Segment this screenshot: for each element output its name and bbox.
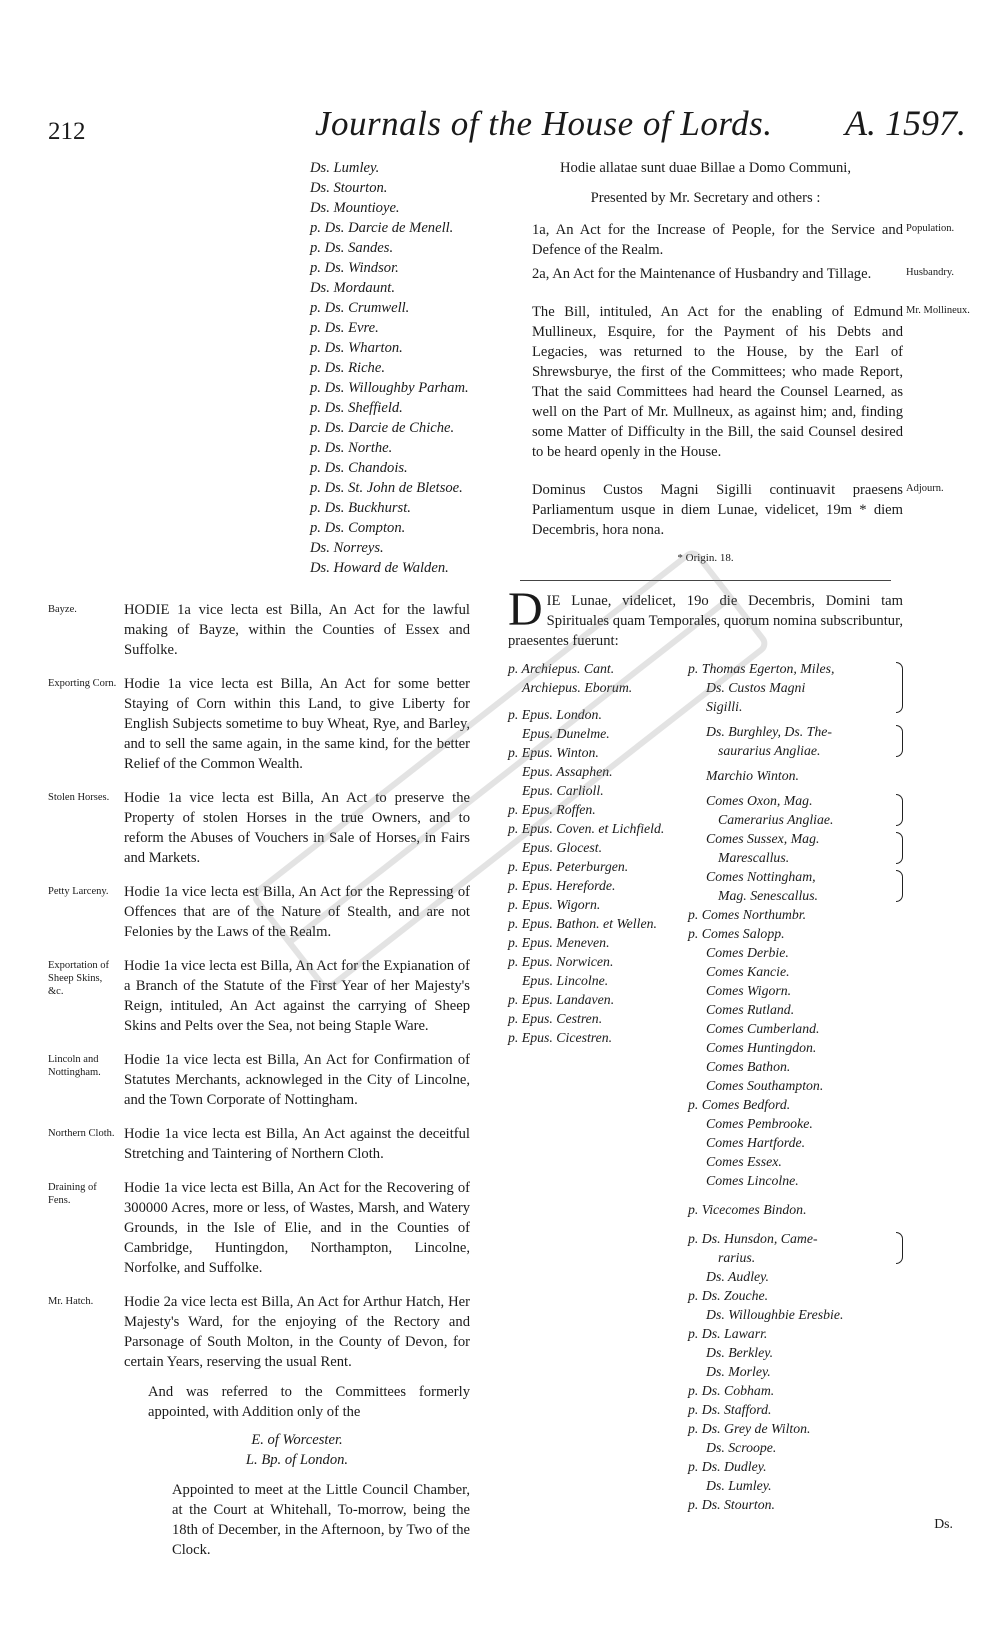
drop-cap: D [508,583,543,636]
lord-name: p. Epus. Winton. [508,745,599,760]
entry-text: Hodie 1a vice lecta est Billa, An Act for Confirmation of Statutes Merchants, acknowleged in the City of Lincolne, and the Town Corporate of Nottingham. [124,1052,470,1108]
lord-name: Epus. Dunelme. [522,726,610,741]
presented-by: Presented by Mr. Secretary and others : [590,190,821,206]
entry-text: Hodie 1a vice lecta est Billa, An Act for the Recovering of 300000 Acres, more or less, of Wastes, Marsh, and Watery Grounds, in the Isle of Elie, and in the Counties of Cambridge, Huntingdon, Northampton, Lincolne, Norfolke, and Suffolke. [124,1180,470,1276]
entry-sheep-skins [48,956,470,1036]
lord-name: Comes Cumberland. [706,1021,820,1036]
lord-name: p. Epus. London. [508,707,602,722]
lord-name: p. Ds. St. John de Bletsoe. [310,480,463,496]
bill-text: 1a, An Act for the Increase of People, for the Service and Defence of the Realm. [532,222,903,258]
lord-name: p. Archiepus. Cant. [508,661,615,676]
lord-name: Comes Derbie. [706,945,789,960]
lord-name: p. Ds. Zouche. [688,1288,769,1303]
lord-name: p. Ds. Lawarr. [688,1326,768,1341]
lord-name: p. Ds. Grey de Wilton. [688,1421,811,1436]
lord-name: Ds. Norreys. [310,540,384,556]
lord-name: p. Comes Bedford. [688,1097,791,1112]
lord-name: Epus. Glocest. [522,840,603,855]
entry-exporting-corn [48,674,470,774]
adjourn-text: Dominus Custos Magni Sigilli continuavit praesens Parliamentum usque in diem Lunae, videlicet, 19m * diem Decembris, hora nona. [532,482,903,538]
lord-name: Ds. Lumley. [706,1478,772,1493]
lord-name: Epus. Assaphen. [522,764,613,779]
lord-name: p. Epus. Roffen. [508,802,596,817]
lord-name: p. Ds. Chandois. [310,460,408,476]
lord-name: p. Epus. Wigorn. [508,897,601,912]
left-column [48,158,470,1560]
lord-name: p. Ds. Buckhurst. [310,500,411,516]
lord-name: p. Ds. Northe. [310,440,393,456]
bill-husbandry [508,264,955,284]
lord-name: Comes Hartforde. [706,1135,806,1150]
margin-note: Husbandry. [906,267,955,278]
entry-text: Hodie 1a vice lecta est Billa, An Act against the deceitful Stretching and Taintering of Northern Cloth. [124,1126,470,1162]
margin-note: Stolen Horses. [48,792,110,803]
lord-group [688,867,893,905]
margin-note: Population. [906,223,955,234]
lord-name: Ds. Howard de Walden. [310,560,449,576]
entry-text: HODIE 1a vice lecta est Billa, An Act for the lawful making of Bayze, within the Counties of Essex and Suffolke. [124,602,470,658]
margin-note: Adjourn. [906,483,944,494]
adjournment [508,480,944,540]
lord-name: Sigilli. [706,699,743,714]
mullineux-bill [508,302,970,462]
margin-note: Bayze. [48,604,77,615]
margin-note: Exporting Corn. [48,678,117,689]
lord-name: p. Ds. Hunsdon, Came- [688,1231,818,1246]
margin-note: Mr. Mollineux. [906,305,970,316]
lord-name: p. Ds. Stafford. [688,1402,772,1417]
lord-name: Ds. Scroope. [706,1440,777,1455]
bill-text: The Bill, intituled, An Act for the enabling of Edmund Mullineux, Esquire, for the Payment of his Debts and Legacies, was returned to the House, by the Earl of Shrewsburye, the first of the Committees; who made Report, That the said Committees had heard the Counsel Learned, as well on the Part of Mr. Mullneux, as against him; and, finding some Matter of Difficulty in the Bill, the said Counsel desired to be heard openly in the House. [532,304,903,460]
lord-name: Ds. Mordaunt. [310,280,395,296]
lord-name: p. Ds. Evre. [310,320,379,336]
entry-mr-hatch [48,1292,470,1372]
lord-name: p. Ds. Dudley. [688,1459,767,1474]
lord-name: Ds. Mountioye. [310,200,400,216]
lords-list-continued [48,158,470,578]
lord-name: p. Ds. Darcie de Menell. [310,220,454,236]
lord-name: p. Vicecomes Bindon. [688,1202,807,1217]
lord-name: Comes Pembrooke. [706,1116,813,1131]
lord-group [688,722,893,760]
lord-name: Camerarius Angliae. [718,812,834,827]
entry-lincoln-nottingham [48,1050,470,1110]
lord-name: p. Epus. Landaven. [508,992,615,1007]
entry-text: Hodie 1a vice lecta est Billa, An Act for some better Staying of Corn within this Land, to give Liberty for English Subjects sometime to buy Wheat, Rye, and Barley, and to sell the same again, in the same kind, for the better Relief of the Common Wealth. [124,676,470,772]
lord-name: Comes Nottingham, [706,869,816,884]
lord-name: Comes Southampton. [706,1078,824,1093]
die-lunae [508,583,903,651]
catchword: Ds. [934,1516,953,1531]
lord-name: p. Epus. Meneven. [508,935,610,950]
lord-name: p. Epus. Cicestren. [508,1030,613,1045]
lord-name: p. Ds. Willoughby Parham. [310,380,469,396]
lord-name: Ds. Berkley. [706,1345,774,1360]
lords-spiritual-list [508,659,688,1533]
lord-name: p. Epus. Cestren. [508,1011,603,1026]
addition-name: E. of Worcester. [251,1432,343,1448]
lord-name: Comes Rutland. [706,1002,795,1017]
margin-note: Draining of Fens. [48,1182,97,1206]
footnote: * Origin. 18. [677,552,734,564]
lord-name: Ds. Audley. [706,1269,769,1284]
entry-text: Hodie 1a vice lecta est Billa, An Act for the Repressing of Offences that are of the Nature of Stealth, and are not Felonies by the Laws of the Realm. [124,884,470,940]
lord-name: Mag. Senescallus. [718,888,819,903]
lord-name: p. Ds. Stourton. [688,1497,776,1512]
margin-note: Exportation of Sheep Skins, &c. [48,960,109,997]
lord-name: Comes Huntingdon. [706,1040,817,1055]
attendance-lists [508,659,953,1533]
lord-name: p. Ds. Sandes. [310,240,394,256]
lord-name: p. Ds. Compton. [310,520,406,536]
hodie-allatae: Hodie allatae sunt duae Billae a Domo Communi, [560,160,851,176]
lord-name: Comes Wigorn. [706,983,792,998]
die-lunae-text: IE Lunae, videlicet, 19o die Decembris, Domini tam Spirituales quam Temporales, quorum nomina subscribuntur, praesentes fuerunt: [508,593,903,649]
page-header [0,0,992,150]
lord-name: Comes Kancie. [706,964,790,979]
running-title: Journals of the House of Lords. [315,104,773,143]
entry-bayze [48,600,470,660]
lord-name: p. Thomas Egerton, Miles, [688,661,835,676]
entry-text: Hodie 1a vice lecta est Billa, An Act for the Expianation of a Branch of the Statute of the First Year of her Majesty's Reign, intituled, An Act against the carrying of Sheep Skins and Pelts over the Sea, not being Staple Ware. [124,958,470,1034]
right-column [508,158,970,1533]
lord-name: Marchio Winton. [706,768,799,783]
entry-text: Hodie 1a vice lecta est Billa, An Act to preserve the Property of stolen Horses in the true Owners, and to reform the Abuses of Vouchers in Sale of Horses, in Fairs and Markets. [124,790,470,866]
lord-name: p. Ds. Windsor. [310,260,399,276]
lord-name: p. Epus. Hereforde. [508,878,616,893]
lord-group [688,659,893,716]
page-number: 212 [48,118,86,145]
lord-name: Marescallus. [718,850,790,865]
entry-text: Hodie 2a vice lecta est Billa, An Act for Arthur Hatch, Her Majesty's Ward, for the enjoying of the Rectory and Parsonage of South Molton, in the County of Devon, for certain Years, reserving the usual Rent. [124,1294,470,1370]
divider [520,580,891,581]
lord-name: Comes Bathon. [706,1059,791,1074]
appointed-text: Appointed to meet at the Little Council Chamber, at the Court at Whitehall, To-morrow, being the 18th of December, in the Afternoon, by Two of the Clock. [172,1482,470,1558]
lord-name: p. Epus. Norwicen. [508,954,614,969]
lord-name: Ds. Burghley, Ds. The- [706,724,832,739]
lord-name: Comes Essex. [706,1154,782,1169]
lord-name: p. Ds. Wharton. [310,340,403,356]
lord-name: saurarius Angliae. [718,743,821,758]
lord-name: Ds. Stourton. [310,180,388,196]
bill-population [508,220,955,260]
lord-group [688,791,893,829]
lord-name: Ds. Morley. [706,1364,771,1379]
lord-name: Ds. Willoughbie Eresbie. [706,1307,844,1322]
lord-name: p. Ds. Sheffield. [310,400,403,416]
entry-draining-fens [48,1178,470,1278]
lord-name: p. Epus. Bathon. et Wellen. [508,916,657,931]
year: A. 1597. [845,103,966,143]
lord-name: Epus. Carlioll. [522,783,604,798]
lord-name: p. Ds. Cobham. [688,1383,775,1398]
lord-name: p. Epus. Coven. et Lichfield. [508,821,665,836]
lord-name: Archiepus. Eborum. [522,680,633,695]
lord-name: Comes Oxon, Mag. [706,793,813,808]
entry-petty-larceny [48,882,470,942]
entry-stolen-horses [48,788,470,868]
lord-name: p. Ds. Crumwell. [310,300,410,316]
lord-name: p. Ds. Riche. [310,360,385,376]
lord-name: rarius. [718,1250,756,1265]
referred-text: And was referred to the Committees formerly appointed, with Addition only of the [148,1384,470,1420]
margin-note: Lincoln and Nottingham. [48,1054,101,1078]
bill-text: 2a, An Act for the Maintenance of Husbandry and Tillage. [532,266,872,282]
lords-temporal-list [688,659,953,1533]
margin-note: Petty Larceny. [48,886,109,897]
lord-name: p. Comes Northumbr. [688,907,807,922]
lord-group [688,829,893,867]
lord-name: p. Ds. Darcie de Chiche. [310,420,455,436]
lord-name: Ds. Custos Magni [706,680,806,695]
margin-note: Mr. Hatch. [48,1296,94,1307]
lord-name: Epus. Lincolne. [522,973,609,988]
entry-northern-cloth [48,1124,470,1164]
lord-name: p. Epus. Peterburgen. [508,859,629,874]
lord-name: Ds. Lumley. [310,160,380,176]
lord-name: Comes Sussex, Mag. [706,831,820,846]
lord-name: Comes Lincolne. [706,1173,799,1188]
lord-group [688,1229,893,1267]
addition-name: L. Bp. of London. [245,1452,349,1468]
lord-name: p. Comes Salopp. [688,926,785,941]
margin-note: Northern Cloth. [48,1128,115,1139]
